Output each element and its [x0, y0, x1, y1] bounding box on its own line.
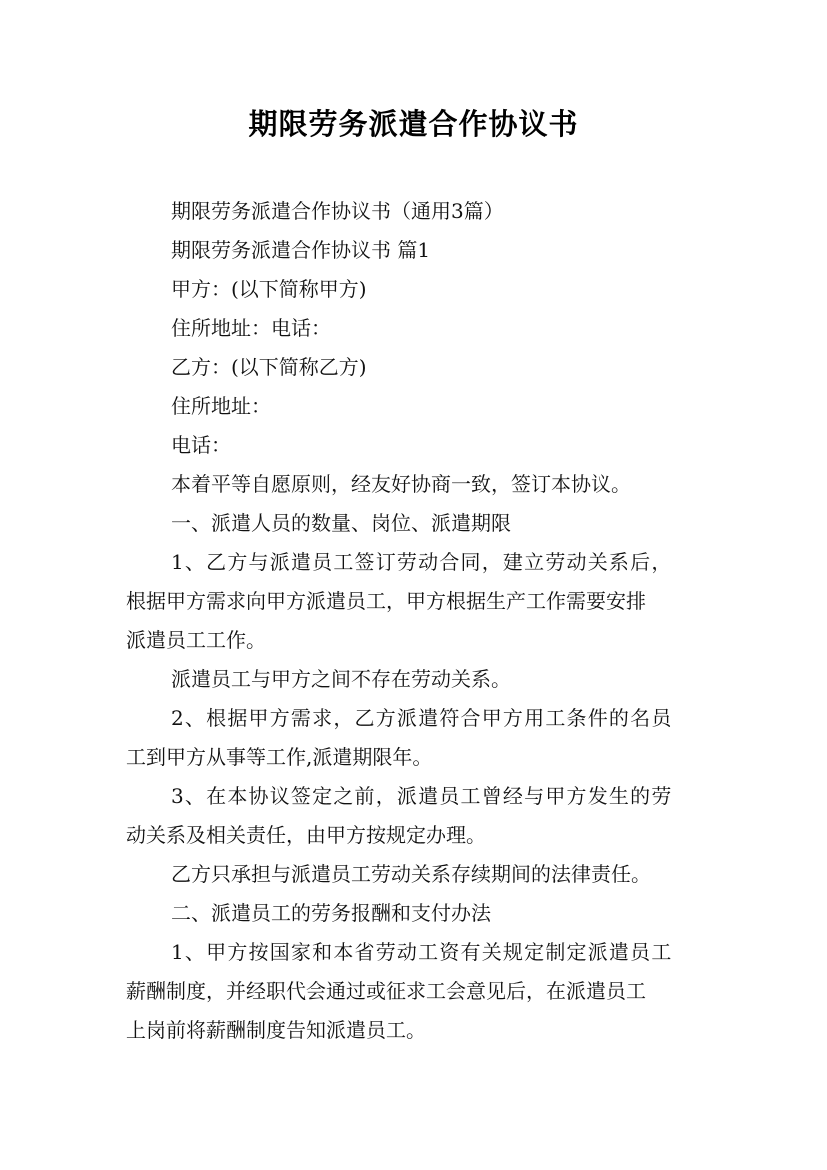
party-a-address-line: 住所地址：电话： — [171, 316, 331, 340]
paragraph-line: 1、乙方与派遣员工签订劳动合同，建立劳动关系后， — [171, 550, 673, 574]
paragraph-line: 工到甲方从事等工作,派遣期限年。 — [126, 745, 433, 769]
paragraph-line: 上岗前将薪酬制度告知派遣员工。 — [126, 1018, 426, 1042]
paragraph-line: 2、根据甲方需求，乙方派遣符合甲方用工条件的名员 — [171, 706, 673, 730]
clause-heading: 一、派遣人员的数量、岗位、派遣期限 — [171, 511, 511, 535]
doc-subtitle: 期限劳务派遣合作协议书（通用3篇） — [171, 199, 504, 223]
party-b-address-line: 住所地址： — [171, 394, 271, 418]
section-heading: 期限劳务派遣合作协议书 篇1 — [171, 238, 431, 262]
paragraph-line: 1、甲方按国家和本省劳动工资有关规定制定派遣员工 — [171, 940, 673, 964]
clause-heading: 二、派遣员工的劳务报酬和支付办法 — [171, 901, 491, 925]
paragraph-line: 根据甲方需求向甲方派遣员工，甲方根据生产工作需要安排 — [126, 589, 646, 613]
party-a-line: 甲方：(以下简称甲方) — [171, 277, 367, 301]
paragraph-line: 动关系及相关责任，由甲方按规定办理。 — [126, 823, 486, 847]
document-title: 期限劳务派遣合作协议书 — [248, 107, 579, 141]
paragraph-line: 3、在本协议签定之前，派遣员工曾经与甲方发生的劳 — [171, 784, 673, 808]
paragraph-line: 派遣员工工作。 — [126, 628, 266, 652]
party-b-line: 乙方：(以下简称乙方) — [171, 355, 367, 379]
paragraph-line: 薪酬制度，并经职代会通过或征求工会意见后，在派遣员工 — [126, 979, 646, 1003]
paragraph-line: 本着平等自愿原则，经友好协商一致，签订本协议。 — [171, 472, 631, 496]
party-b-phone-line: 电话： — [171, 433, 231, 457]
paragraph-line: 乙方只承担与派遣员工劳动关系存续期间的法律责任。 — [171, 862, 651, 886]
paragraph-line: 派遣员工与甲方之间不存在劳动关系。 — [171, 667, 511, 691]
